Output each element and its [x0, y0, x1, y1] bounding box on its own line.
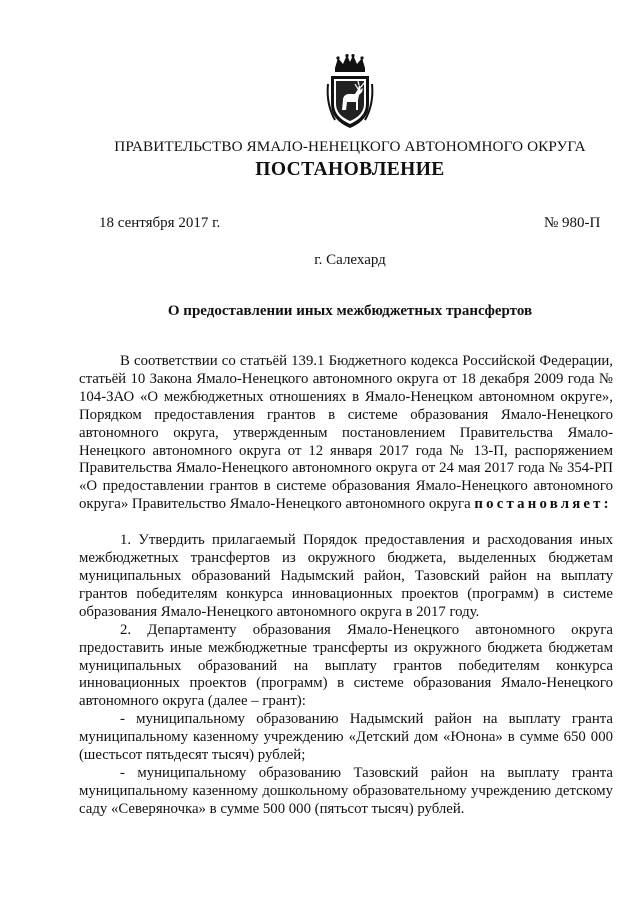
item-paragraph-1: 1. Утвердить прилагаемый Порядок предоставления и расходования иных межбюджетных трансфертов из окружного бюджета, выделенных бюджетам муниципальных образований Надымский район, Тазовский район на выплату грантов победителям конкурса инновационных проектов (программ) в системе образования Ямало-Ненецкого автономного округа в 2017 году.	[79, 532, 613, 620]
document-type-title: ПОСТАНОВЛЕНИЕ	[255, 159, 445, 180]
document-body	[79, 353, 613, 819]
document-number: № 980-П	[544, 215, 601, 231]
item-paragraph-2-sub-2: - муниципальному образованию Тазовский район на выплату гранта муниципальному казенному дошкольному образовательному учреждению детскому саду «Северяночка» в сумме 500 000 (пятьсот тысяч) рублей.	[79, 764, 613, 817]
coat-of-arms-icon	[325, 54, 375, 130]
document-date: 18 сентября 2017 г.	[99, 215, 221, 231]
item-paragraph-2: 2. Департаменту образования Ямало-Ненецкого автономного округа предоставить иные межбюджетные трансферты из окружного бюджета бюджетам муниципальных образований на выплату грантов победителям конкурса инновационных проектов (программ) в системе образования Ямало-Ненецкого автономного округа (далее – грант):	[79, 621, 613, 710]
document-city: г. Салехард	[314, 252, 386, 268]
document-subject: О предоставлении иных межбюджетных трансфертов	[167, 303, 533, 319]
decree-word: постановляет:	[474, 496, 612, 513]
item-paragraph-2-sub-1: - муниципальному образованию Надымский район на выплату гранта муниципальному казенному учреждению «Детский дом «Юнона» в сумме 650 000 (шестьсот пятьдесят тысяч) рублей;	[79, 711, 613, 764]
organization-title: ПРАВИТЕЛЬСТВО ЯМАЛО-НЕНЕЦКОГО АВТОНОМНОГО ОКРУГА	[114, 138, 586, 155]
preamble-text: В соответствии со статьёй 139.1 Бюджетного кодекса Российской Федерации, статьёй 10 Закона Ямало-Ненецкого автономного округа от 18 декабря 2009 года № 104-ЗАО «О межбюджетных отношениях в Ямало-Ненецком автономном округе», Порядком предоставления грантов в системе образования Ямало-Ненецкого автономного округа, утвержденным постановлением Правительства Ямало-Ненецкого автономного округа от 12 января 2017 года № 13-П, распоряжением Правительства Ямало-Ненецкого автономного округа от 24 мая 2017 года № 354-РП «О предоставлении грантов в системе образования Ямало-Ненецкого автономного округа» Правительство Ямало-Ненецкого автономного округа	[79, 353, 613, 513]
preamble-paragraph	[79, 353, 613, 514]
